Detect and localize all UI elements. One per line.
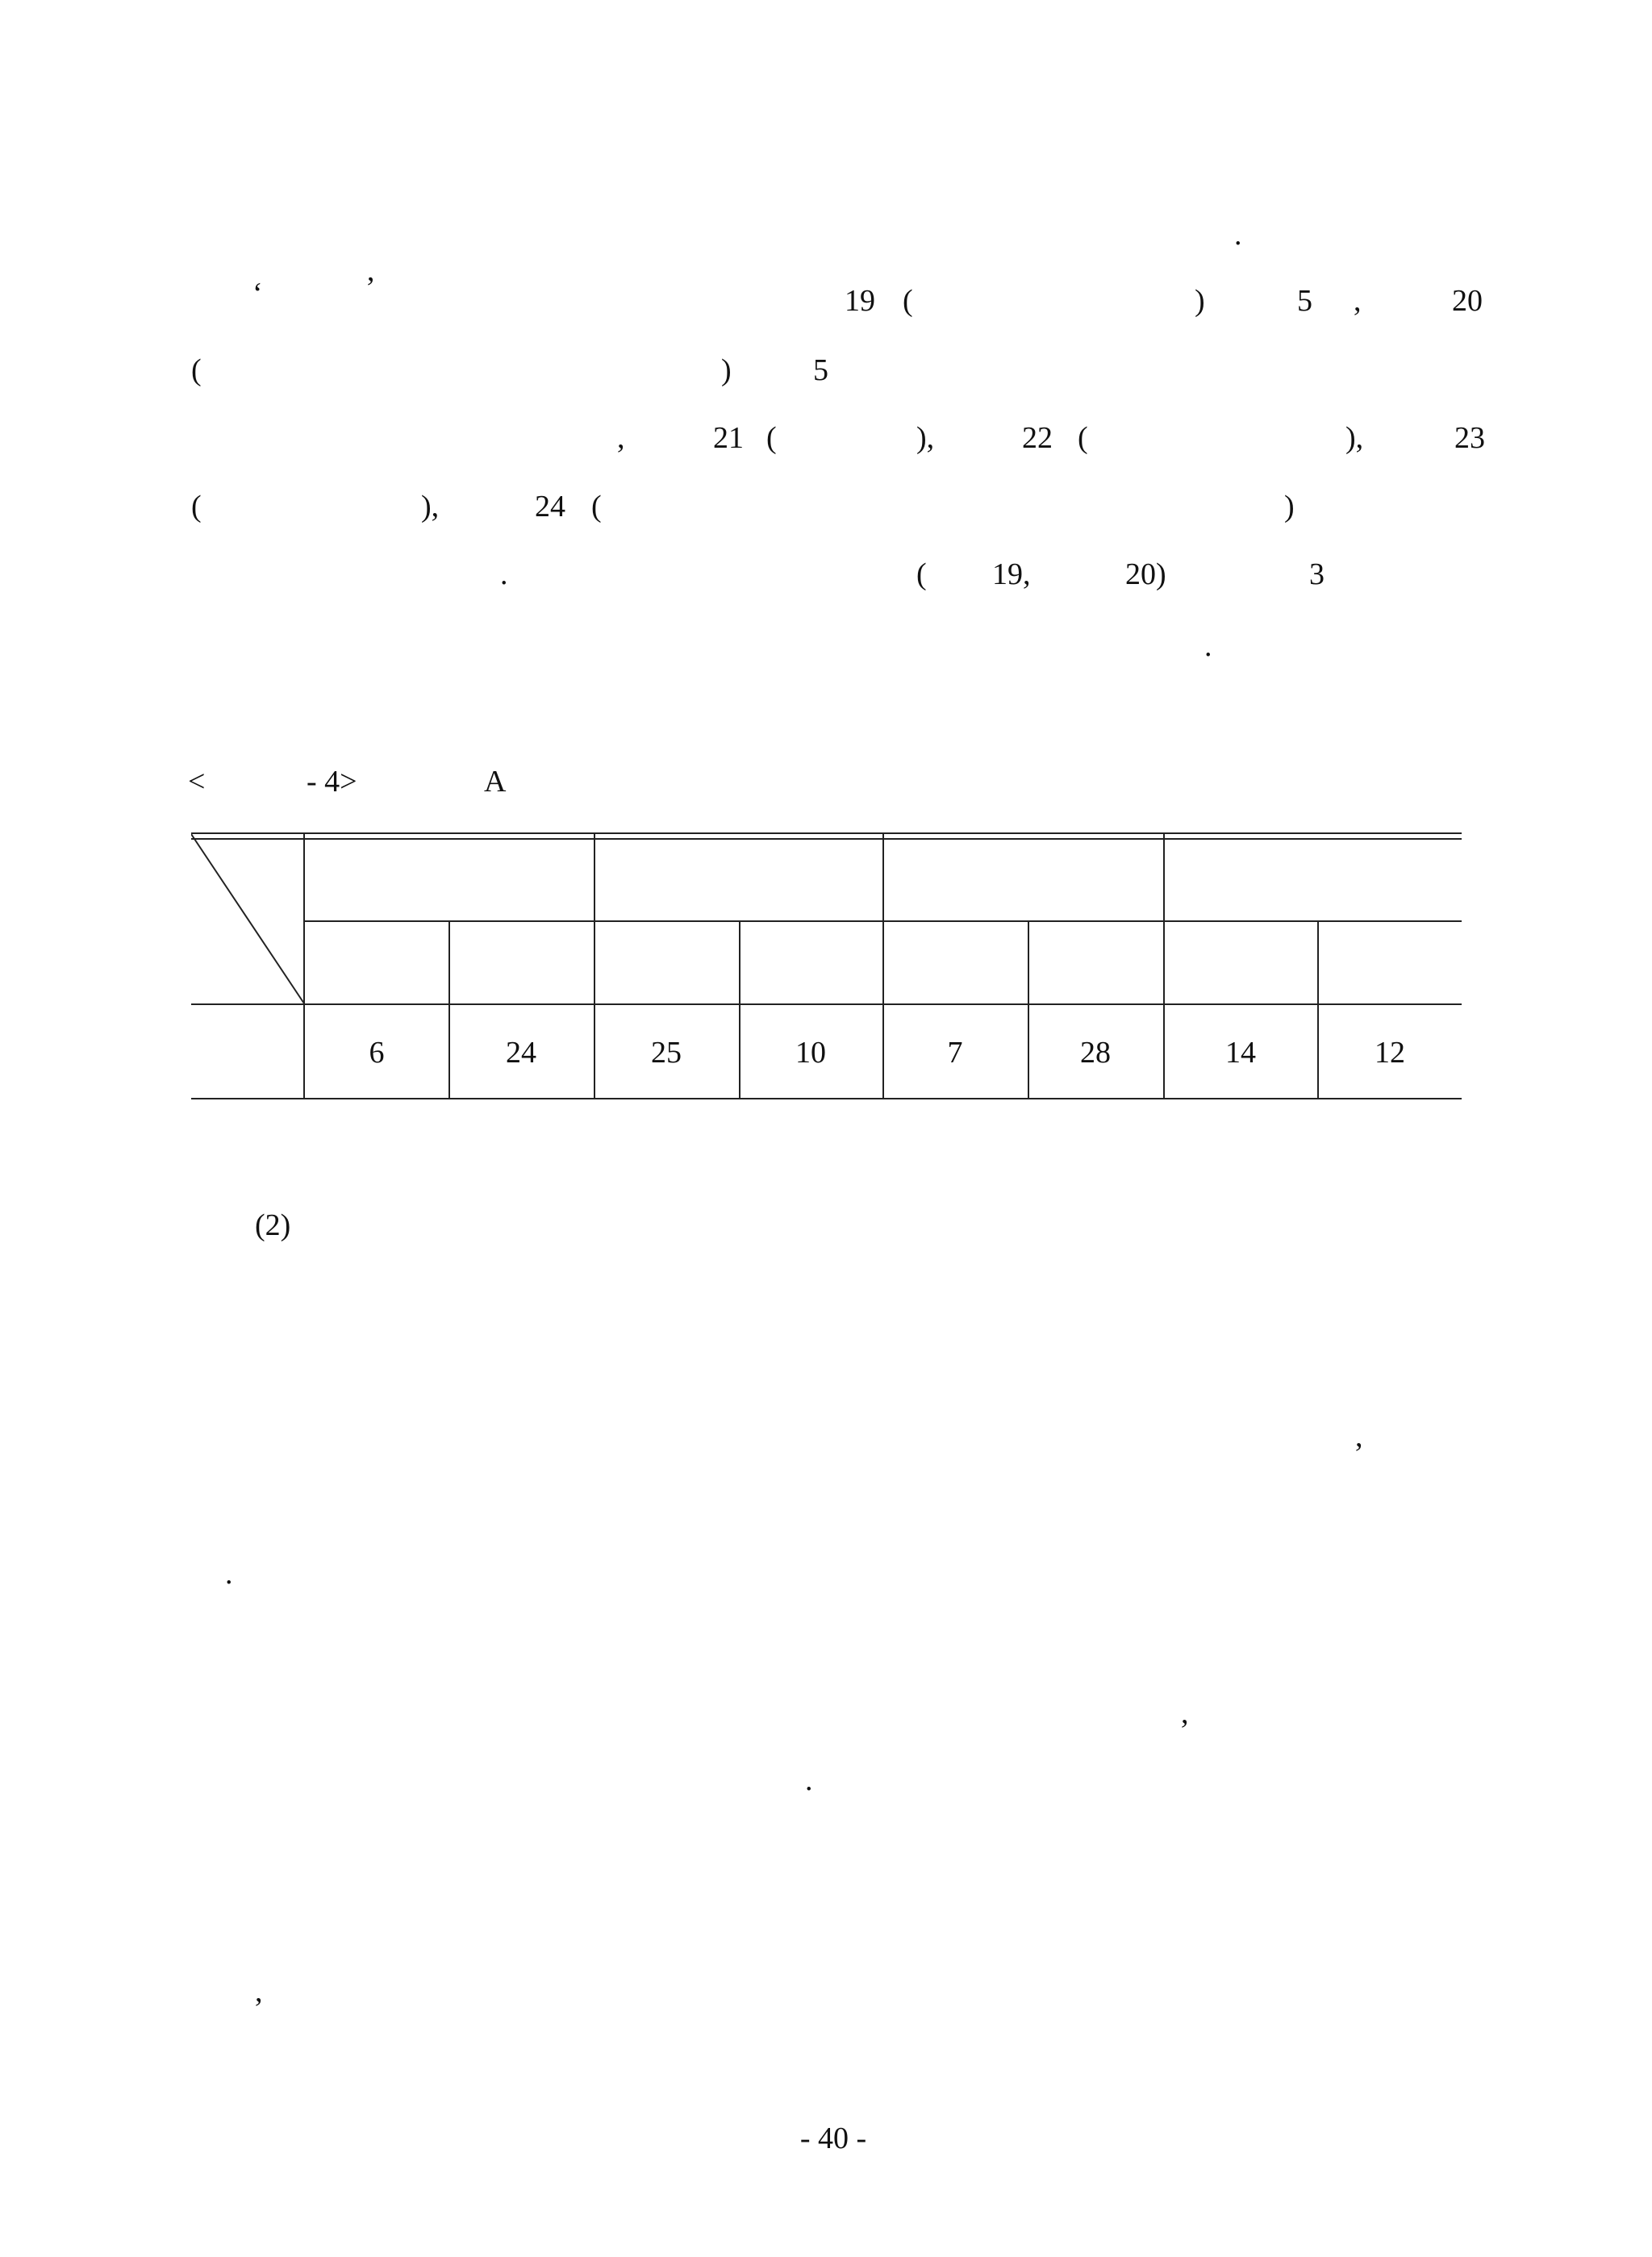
text-fragment: 3 [1309,557,1325,591]
text-fragment: . [1234,218,1242,252]
text-fragment: ‘ [252,277,263,311]
table-subcolumn-rule [1028,920,1029,1099]
caption-letter: A [484,765,507,799]
table-cell: 12 [1375,1036,1405,1070]
table-subcolumn-rule [448,920,450,1099]
text-fragment: 22 [1022,421,1053,455]
text-fragment: 23 [1454,421,1485,455]
section-label: (2) [255,1208,291,1242]
table-cell: 25 [651,1036,682,1070]
text-fragment: ( [591,490,602,524]
text-fragment: , [255,1975,263,2009]
text-fragment: ( [1078,421,1088,455]
text-fragment: ), [1345,421,1364,455]
page-number: - 40 - [799,2121,867,2155]
text-fragment: 19 [845,284,875,318]
table-subcolumn-rule [739,920,740,1099]
text-fragment: 20) [1125,557,1166,591]
text-fragment: . [1204,629,1212,663]
table-cell: 28 [1080,1036,1111,1070]
text-fragment: ) [721,353,732,387]
text-fragment: ) [1284,490,1295,524]
table-header-bottom-rule [191,1003,1462,1005]
text-fragment: . [225,1557,233,1591]
table-top-rule [191,838,1462,840]
text-fragment: , [1181,1696,1189,1730]
table-cell: 6 [369,1036,385,1070]
table-top-rule [191,832,1462,834]
table-corner-diagonal [191,834,306,1005]
table-cell: 7 [947,1036,963,1070]
text-fragment: , [617,421,625,455]
text-fragment: ( [191,353,202,387]
table-column-rule [882,834,884,1099]
text-fragment: 19, [992,557,1031,591]
table-column-rule [1163,834,1165,1099]
text-fragment: 5 [1297,284,1312,318]
text-fragment: . [805,1763,813,1797]
text-fragment: , [1354,284,1362,318]
text-fragment: ) [1195,284,1205,318]
caption-number: - 4> [307,765,357,799]
table-cell: 24 [506,1036,536,1070]
text-fragment: ( [191,490,202,524]
caption-open-bracket: < [188,765,206,799]
table-subcolumn-rule [1317,920,1319,1099]
text-fragment: ( [903,284,913,318]
table-column-rule [594,834,595,1099]
text-fragment: 24 [535,490,565,524]
text-fragment: ), [916,421,935,455]
text-fragment: 21 [713,421,744,455]
text-fragment: , [1355,1420,1363,1454]
table-cell: 14 [1225,1036,1256,1070]
text-fragment: ), [421,490,440,524]
text-fragment: ( [766,421,777,455]
table-bottom-rule [191,1098,1462,1099]
text-fragment: ’ [365,271,376,305]
text-fragment: . [500,557,508,591]
text-fragment: 20 [1452,284,1483,318]
text-fragment: 5 [813,353,828,387]
table-cell: 10 [795,1036,826,1070]
text-fragment: ( [916,557,927,591]
